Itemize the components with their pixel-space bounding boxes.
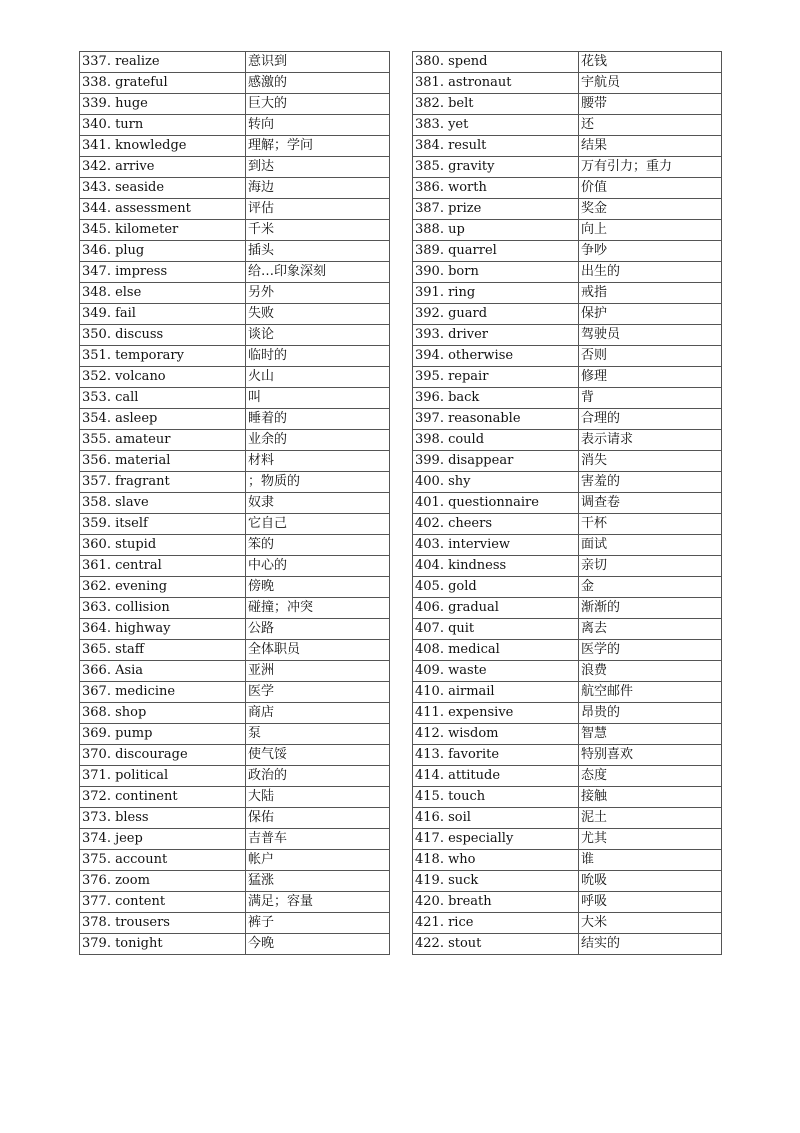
table-row	[413, 283, 722, 304]
meaning-cell: 业余的	[246, 430, 390, 451]
word-cell: 371. political	[80, 766, 246, 787]
meaning-cell: 消失	[579, 451, 722, 472]
word-cell: 388. up	[413, 220, 579, 241]
word-cell: 356. material	[80, 451, 246, 472]
table-row	[413, 241, 722, 262]
meaning-cell: 帐户	[246, 850, 390, 871]
meaning-cell: 态度	[579, 766, 722, 787]
word-cell: 375. account	[80, 850, 246, 871]
word-cell: 395. repair	[413, 367, 579, 388]
table-row	[413, 52, 722, 73]
meaning-cell: 海边	[246, 178, 390, 199]
table-row	[80, 598, 390, 619]
word-cell: 341. knowledge	[80, 136, 246, 157]
table-row	[80, 346, 390, 367]
word-cell: 377. content	[80, 892, 246, 913]
meaning-cell: 驾驶员	[579, 325, 722, 346]
word-cell: 374. jeep	[80, 829, 246, 850]
word-cell: 359. itself	[80, 514, 246, 535]
meaning-cell: 理解；学问	[246, 136, 390, 157]
table-row	[80, 892, 390, 913]
table-row	[80, 577, 390, 598]
table-row	[80, 913, 390, 934]
word-cell: 416. soil	[413, 808, 579, 829]
word-cell: 360. stupid	[80, 535, 246, 556]
table-row	[80, 304, 390, 325]
meaning-cell: 泵	[246, 724, 390, 745]
table-row	[413, 388, 722, 409]
word-cell: 349. fail	[80, 304, 246, 325]
word-cell: 346. plug	[80, 241, 246, 262]
meaning-cell: 睡着的	[246, 409, 390, 430]
table-row	[80, 724, 390, 745]
word-cell: 407. quit	[413, 619, 579, 640]
word-cell: 422. stout	[413, 934, 579, 955]
meaning-cell: 否则	[579, 346, 722, 367]
word-cell: 372. continent	[80, 787, 246, 808]
table-row	[413, 262, 722, 283]
meaning-cell: 感激的	[246, 73, 390, 94]
meaning-cell: 亚洲	[246, 661, 390, 682]
vocab-table-left	[79, 51, 390, 955]
word-cell: 390. born	[413, 262, 579, 283]
table-row	[413, 682, 722, 703]
table-row	[80, 157, 390, 178]
meaning-cell: 医学的	[579, 640, 722, 661]
word-cell: 404. kindness	[413, 556, 579, 577]
meaning-cell: 商店	[246, 703, 390, 724]
meaning-cell: 全体职员	[246, 640, 390, 661]
word-cell: 394. otherwise	[413, 346, 579, 367]
meaning-cell: 花钱	[579, 52, 722, 73]
meaning-cell: 到达	[246, 157, 390, 178]
meaning-cell: 结果	[579, 136, 722, 157]
table-row	[80, 850, 390, 871]
meaning-cell: 碰撞；冲突	[246, 598, 390, 619]
meaning-cell: 满足；容量	[246, 892, 390, 913]
table-row	[413, 325, 722, 346]
meaning-cell: 保护	[579, 304, 722, 325]
table-row	[80, 829, 390, 850]
meaning-cell: 另外	[246, 283, 390, 304]
word-cell: 342. arrive	[80, 157, 246, 178]
word-cell: 344. assessment	[80, 199, 246, 220]
table-row	[413, 514, 722, 535]
word-cell: 350. discuss	[80, 325, 246, 346]
table-row	[80, 451, 390, 472]
meaning-cell: 调查卷	[579, 493, 722, 514]
table-row	[413, 178, 722, 199]
word-cell: 365. staff	[80, 640, 246, 661]
word-cell: 363. collision	[80, 598, 246, 619]
word-cell: 419. suck	[413, 871, 579, 892]
table-row	[413, 577, 722, 598]
table-row	[80, 283, 390, 304]
word-cell: 421. rice	[413, 913, 579, 934]
table-row	[413, 157, 722, 178]
meaning-cell: 使气馁	[246, 745, 390, 766]
word-cell: 387. prize	[413, 199, 579, 220]
word-cell: 398. could	[413, 430, 579, 451]
table-row	[413, 745, 722, 766]
word-cell: 354. asleep	[80, 409, 246, 430]
table-row	[80, 430, 390, 451]
meaning-cell: 保佑	[246, 808, 390, 829]
table-row	[413, 724, 722, 745]
meaning-cell: 大陆	[246, 787, 390, 808]
word-cell: 352. volcano	[80, 367, 246, 388]
table-row	[80, 871, 390, 892]
meaning-cell: 裤子	[246, 913, 390, 934]
word-cell: 368. shop	[80, 703, 246, 724]
table-row	[80, 241, 390, 262]
word-cell: 412. wisdom	[413, 724, 579, 745]
meaning-cell: 它自己	[246, 514, 390, 535]
word-cell: 410. airmail	[413, 682, 579, 703]
word-cell: 400. shy	[413, 472, 579, 493]
table-row	[80, 325, 390, 346]
table-row	[413, 220, 722, 241]
table-row	[80, 262, 390, 283]
meaning-cell: 转向	[246, 115, 390, 136]
meaning-cell: 评估	[246, 199, 390, 220]
meaning-cell: 亲切	[579, 556, 722, 577]
table-row	[80, 115, 390, 136]
table-row	[80, 73, 390, 94]
word-cell: 355. amateur	[80, 430, 246, 451]
vocab-table-right	[412, 51, 722, 955]
meaning-cell: 给…印象深刻	[246, 262, 390, 283]
meaning-cell: 万有引力；重力	[579, 157, 722, 178]
table-row	[413, 850, 722, 871]
meaning-cell: 奖金	[579, 199, 722, 220]
meaning-cell: 出生的	[579, 262, 722, 283]
meaning-cell: 公路	[246, 619, 390, 640]
meaning-cell: 傍晚	[246, 577, 390, 598]
meaning-cell: 干杯	[579, 514, 722, 535]
meaning-cell: 金	[579, 577, 722, 598]
word-cell: 401. questionnaire	[413, 493, 579, 514]
vocab-table-right-body	[413, 52, 722, 955]
table-row	[80, 514, 390, 535]
meaning-cell: 吉普车	[246, 829, 390, 850]
table-row	[413, 808, 722, 829]
meaning-cell: 千米	[246, 220, 390, 241]
table-row	[413, 619, 722, 640]
table-row	[80, 136, 390, 157]
word-cell: 340. turn	[80, 115, 246, 136]
word-cell: 382. belt	[413, 94, 579, 115]
word-cell: 406. gradual	[413, 598, 579, 619]
table-row	[413, 409, 722, 430]
table-row	[413, 304, 722, 325]
word-cell: 339. huge	[80, 94, 246, 115]
word-cell: 420. breath	[413, 892, 579, 913]
word-cell: 345. kilometer	[80, 220, 246, 241]
meaning-cell: 巨大的	[246, 94, 390, 115]
word-cell: 369. pump	[80, 724, 246, 745]
word-cell: 337. realize	[80, 52, 246, 73]
table-row	[413, 451, 722, 472]
word-cell: 358. slave	[80, 493, 246, 514]
word-cell: 364. highway	[80, 619, 246, 640]
word-cell: 366. Asia	[80, 661, 246, 682]
word-cell: 379. tonight	[80, 934, 246, 955]
meaning-cell: 面试	[579, 535, 722, 556]
table-row	[413, 73, 722, 94]
word-cell: 411. expensive	[413, 703, 579, 724]
meaning-cell: 大米	[579, 913, 722, 934]
meaning-cell: 离去	[579, 619, 722, 640]
table-row	[413, 535, 722, 556]
table-row	[80, 388, 390, 409]
meaning-cell: 表示请求	[579, 430, 722, 451]
table-row	[413, 871, 722, 892]
word-cell: 362. evening	[80, 577, 246, 598]
word-cell: 357. fragrant	[80, 472, 246, 493]
word-cell: 402. cheers	[413, 514, 579, 535]
table-row	[413, 913, 722, 934]
word-cell: 373. bless	[80, 808, 246, 829]
word-cell: 418. who	[413, 850, 579, 871]
table-row	[413, 829, 722, 850]
meaning-cell: 腰带	[579, 94, 722, 115]
word-cell: 414. attitude	[413, 766, 579, 787]
word-cell: 409. waste	[413, 661, 579, 682]
table-row	[413, 892, 722, 913]
word-cell: 380. spend	[413, 52, 579, 73]
meaning-cell: 接触	[579, 787, 722, 808]
word-cell: 417. especially	[413, 829, 579, 850]
table-row	[80, 745, 390, 766]
table-row	[413, 640, 722, 661]
table-row	[80, 619, 390, 640]
word-cell: 351. temporary	[80, 346, 246, 367]
meaning-cell: 呼吸	[579, 892, 722, 913]
word-cell: 378. trousers	[80, 913, 246, 934]
table-row	[413, 346, 722, 367]
meaning-cell: 渐渐的	[579, 598, 722, 619]
table-row	[80, 220, 390, 241]
word-cell: 353. call	[80, 388, 246, 409]
table-row	[413, 766, 722, 787]
meaning-cell: 材料	[246, 451, 390, 472]
table-row	[80, 703, 390, 724]
table-row	[413, 367, 722, 388]
table-row	[413, 934, 722, 955]
table-row	[80, 934, 390, 955]
meaning-cell: 插头	[246, 241, 390, 262]
table-row	[80, 493, 390, 514]
meaning-cell: 猛涨	[246, 871, 390, 892]
table-row	[80, 682, 390, 703]
table-row	[80, 808, 390, 829]
meaning-cell: 特别喜欢	[579, 745, 722, 766]
table-row	[413, 598, 722, 619]
meaning-cell: 中心的	[246, 556, 390, 577]
word-cell: 391. ring	[413, 283, 579, 304]
meaning-cell: 政治的	[246, 766, 390, 787]
word-cell: 343. seaside	[80, 178, 246, 199]
meaning-cell: 泥土	[579, 808, 722, 829]
word-cell: 408. medical	[413, 640, 579, 661]
word-cell: 347. impress	[80, 262, 246, 283]
table-row	[80, 409, 390, 430]
meaning-cell: 失败	[246, 304, 390, 325]
word-cell: 384. result	[413, 136, 579, 157]
meaning-cell: 叫	[246, 388, 390, 409]
meaning-cell: 临时的	[246, 346, 390, 367]
meaning-cell: 奴隶	[246, 493, 390, 514]
word-cell: 389. quarrel	[413, 241, 579, 262]
table-row	[80, 535, 390, 556]
meaning-cell: 还	[579, 115, 722, 136]
meaning-cell: 向上	[579, 220, 722, 241]
word-cell: 392. guard	[413, 304, 579, 325]
meaning-cell: 谈论	[246, 325, 390, 346]
meaning-cell: 智慧	[579, 724, 722, 745]
word-cell: 393. driver	[413, 325, 579, 346]
meaning-cell: ；物质的	[246, 472, 390, 493]
word-cell: 383. yet	[413, 115, 579, 136]
word-cell: 381. astronaut	[413, 73, 579, 94]
table-row	[80, 178, 390, 199]
word-cell: 348. else	[80, 283, 246, 304]
table-row	[413, 787, 722, 808]
word-cell: 415. touch	[413, 787, 579, 808]
meaning-cell: 害羞的	[579, 472, 722, 493]
table-row	[413, 556, 722, 577]
word-cell: 338. grateful	[80, 73, 246, 94]
word-cell: 413. favorite	[413, 745, 579, 766]
meaning-cell: 结实的	[579, 934, 722, 955]
word-cell: 397. reasonable	[413, 409, 579, 430]
table-row	[80, 787, 390, 808]
table-row	[413, 703, 722, 724]
table-row	[413, 493, 722, 514]
table-row	[80, 52, 390, 73]
table-row	[80, 640, 390, 661]
table-row	[413, 472, 722, 493]
table-row	[80, 661, 390, 682]
meaning-cell: 价值	[579, 178, 722, 199]
meaning-cell: 今晚	[246, 934, 390, 955]
table-row	[413, 94, 722, 115]
word-cell: 370. discourage	[80, 745, 246, 766]
table-row	[80, 94, 390, 115]
meaning-cell: 医学	[246, 682, 390, 703]
word-cell: 376. zoom	[80, 871, 246, 892]
meaning-cell: 意识到	[246, 52, 390, 73]
table-row	[80, 199, 390, 220]
vocab-table-left-body	[80, 52, 390, 955]
meaning-cell: 背	[579, 388, 722, 409]
table-row	[80, 766, 390, 787]
table-row	[413, 136, 722, 157]
meaning-cell: 航空邮件	[579, 682, 722, 703]
meaning-cell: 戒指	[579, 283, 722, 304]
table-row	[413, 115, 722, 136]
meaning-cell: 合理的	[579, 409, 722, 430]
word-cell: 385. gravity	[413, 157, 579, 178]
meaning-cell: 争吵	[579, 241, 722, 262]
meaning-cell: 浪费	[579, 661, 722, 682]
table-row	[80, 472, 390, 493]
word-cell: 386. worth	[413, 178, 579, 199]
word-cell: 396. back	[413, 388, 579, 409]
meaning-cell: 昂贵的	[579, 703, 722, 724]
meaning-cell: 吮吸	[579, 871, 722, 892]
meaning-cell: 修理	[579, 367, 722, 388]
meaning-cell: 谁	[579, 850, 722, 871]
table-row	[413, 199, 722, 220]
table-row	[80, 556, 390, 577]
meaning-cell: 笨的	[246, 535, 390, 556]
word-cell: 367. medicine	[80, 682, 246, 703]
word-cell: 399. disappear	[413, 451, 579, 472]
word-cell: 405. gold	[413, 577, 579, 598]
word-cell: 361. central	[80, 556, 246, 577]
table-row	[80, 367, 390, 388]
meaning-cell: 火山	[246, 367, 390, 388]
table-row	[413, 661, 722, 682]
table-row	[413, 430, 722, 451]
word-cell: 403. interview	[413, 535, 579, 556]
meaning-cell: 尤其	[579, 829, 722, 850]
meaning-cell: 宇航员	[579, 73, 722, 94]
